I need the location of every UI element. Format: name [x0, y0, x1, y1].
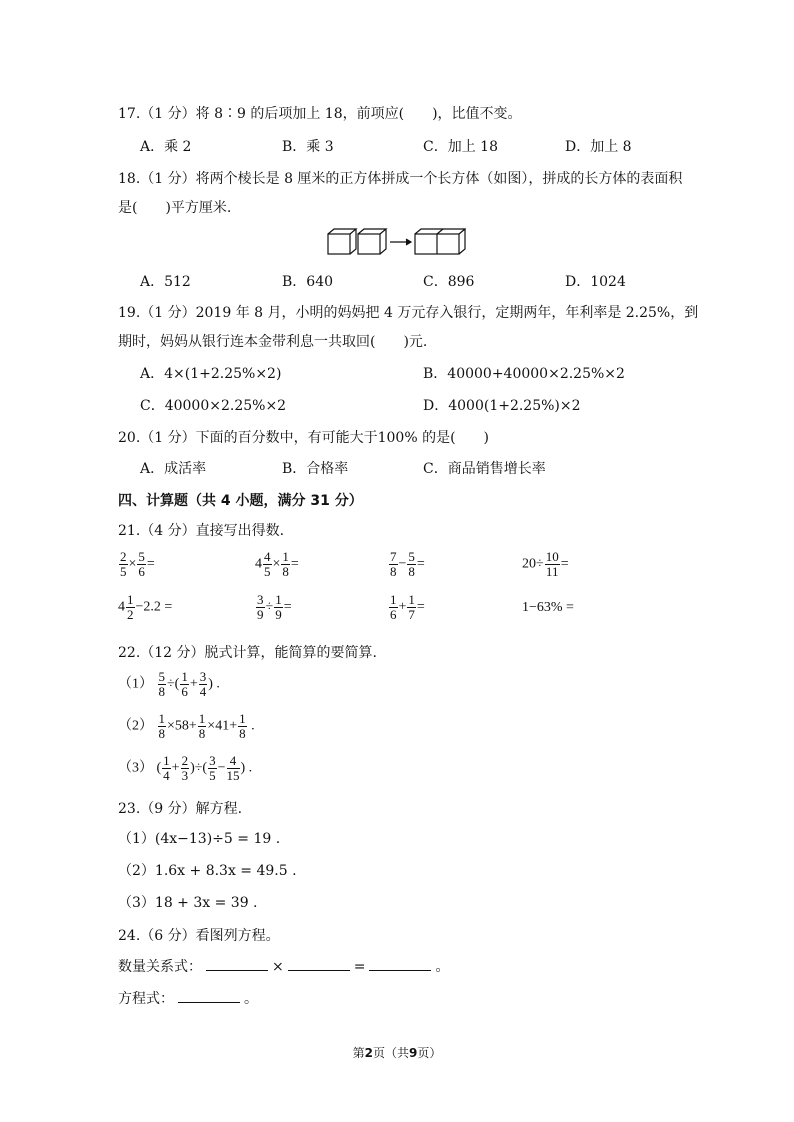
- question-22-stem: 22.（12 分）脱式计算，能简算的要简算.: [118, 645, 377, 661]
- cube-diagram: [326, 226, 466, 258]
- question-18-stem-line2: 是( )平方厘米.: [118, 200, 232, 216]
- q17-option-a[interactable]: A．乘 2: [140, 139, 192, 155]
- relation-row: 数量关系式： × = 。: [118, 959, 450, 975]
- question-21-stem: 21.（4 分）直接写出得数.: [118, 523, 285, 539]
- q20-option-c[interactable]: C．商品销售增长率: [423, 461, 546, 477]
- q18-option-d[interactable]: D．1024: [565, 274, 626, 290]
- times-sign: ×: [272, 959, 284, 975]
- q19-option-a[interactable]: A．4×(1+2.25%×2): [140, 366, 282, 382]
- cube-1-front: [328, 234, 350, 254]
- relation-blank-2[interactable]: [288, 958, 350, 971]
- q17-option-d[interactable]: D．加上 8: [565, 139, 632, 155]
- relation-blank-3[interactable]: [369, 958, 431, 971]
- q22-item-2: （2） $\frac{1}{8}$ ×58+ $\frac{1}{8}$ ×41+ $\frac{1}{8}$ .: [118, 711, 255, 741]
- q17-option-c[interactable]: C．加上 18: [423, 139, 498, 155]
- page-number: 2: [364, 1046, 373, 1060]
- q21-expr-4-lead: 20÷: [522, 556, 544, 572]
- q21-expr-4: 20÷ $\frac{10}{11}$ =: [522, 549, 569, 579]
- q18-option-b[interactable]: B．640: [282, 274, 334, 290]
- q23-item-2: （2）1.6x + 8.3x = 49.5 .: [118, 863, 297, 879]
- q19-option-b[interactable]: B．40000+40000×2.25%×2: [423, 366, 625, 382]
- q23-item-1: （1）(4x−13)÷5 = 19 .: [118, 831, 281, 847]
- q21-expr-8: 1−63% =: [522, 600, 574, 615]
- section-heading: 四、计算题（共 4 小题，满分 31 分）: [118, 493, 363, 509]
- q21-expr-6: $\frac{3}{9}$ ÷ $\frac{1}{9}$ =: [257, 592, 292, 622]
- relation-blank-1[interactable]: [206, 958, 268, 971]
- question-19-stem-line1: 19.（1 分）2019 年 8 月，小明的妈妈把 4 万元存入银行，定期两年，年利率是 2.25%，到: [118, 305, 699, 321]
- question-19-stem-line2: 期时，妈妈从银行连本金带利息一共取回( )元.: [118, 334, 428, 350]
- q21-expr-3: $\frac{7}{8}$ − $\frac{5}{8}$ =: [390, 549, 425, 579]
- relation-label: 数量关系式：: [118, 959, 202, 975]
- q18-option-c[interactable]: C．896: [423, 274, 475, 290]
- question-17-stem: 17.（1 分）将 8∶9 的后项加上 18，前项应( )，比值不变。: [118, 106, 522, 122]
- equation-blank[interactable]: [178, 990, 240, 1003]
- q21-expr-1: $\frac{2}{5}$ × $\frac{5}{6}$ =: [120, 549, 155, 579]
- q21-expr-2: 4 $\frac{4}{5}$ × $\frac{1}{8}$ =: [255, 549, 299, 579]
- question-18-stem-line1: 18.（1 分）将两个棱长是 8 厘米的正方体拼成一个长方体（如图），拼成的长方体的表面积: [118, 171, 683, 187]
- q21-expr-5-tail: −2.2 =: [135, 599, 173, 615]
- page-total: 9: [409, 1046, 418, 1060]
- q21-expr-5: 4 $\frac{1}{2}$ −2.2 =: [118, 592, 173, 622]
- equals-sign: =: [353, 959, 366, 975]
- q19-option-c[interactable]: C．40000×2.25%×2: [140, 398, 287, 414]
- page-footer: 第2页（共9页）: [352, 1046, 442, 1060]
- q22-item-1: （1） $\frac{5}{8}$ ÷( $\frac{1}{6}$ + $\frac{3}{4}$ ) .: [118, 669, 220, 699]
- question-24-stem: 24.（6 分）看图列方程。: [118, 928, 280, 944]
- q22-item-3: （3） ( $\frac{1}{4}$ + $\frac{2}{3}$ )÷( $\frac{3}{5}$ − $\frac{4}{15}$ ) .: [118, 753, 253, 783]
- equation-label: 方程式：: [118, 991, 174, 1007]
- q20-option-a[interactable]: A．成活率: [140, 461, 207, 477]
- q21-expr-7: $\frac{1}{6}$ + $\frac{1}{7}$ =: [390, 592, 425, 622]
- q23-item-3: （3）18 + 3x = 39 .: [118, 895, 258, 911]
- q20-option-b[interactable]: B．合格率: [282, 461, 349, 477]
- q17-option-b[interactable]: B．乘 3: [282, 139, 334, 155]
- cube-2-front: [358, 234, 380, 254]
- q21-expr-5-int: 4: [118, 599, 125, 615]
- q18-option-a[interactable]: A．512: [140, 274, 191, 290]
- question-23-stem: 23.（9 分）解方程.: [118, 801, 243, 817]
- question-20-stem: 20.（1 分）下面的百分数中，有可能大于100% 的是( ): [118, 430, 490, 446]
- equation-row: 方程式： 。: [118, 991, 258, 1007]
- q19-option-d[interactable]: D．4000(1+2.25%)×2: [423, 398, 581, 414]
